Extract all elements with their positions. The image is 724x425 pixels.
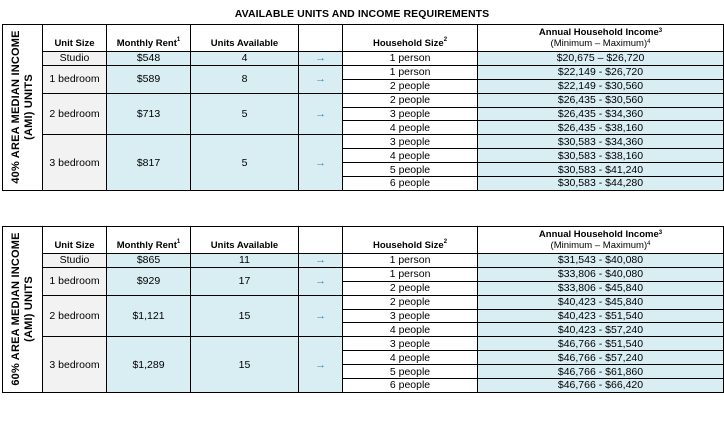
units-available-cell: 5 — [191, 135, 299, 191]
header-units-available: Units Available — [191, 227, 299, 254]
unit-size-cell: 1 bedroom — [43, 65, 107, 93]
household-size-cell: 3 people — [343, 135, 478, 149]
household-size-cell: 2 people — [343, 295, 478, 309]
unit-size-cell: 3 bedroom — [43, 135, 107, 191]
units-available-cell: 15 — [191, 295, 299, 337]
arrow-icon: → — [299, 93, 343, 135]
income-range-cell: $26,435 - $34,360 — [478, 107, 724, 121]
header-arrow-spacer — [299, 227, 343, 254]
income-range-cell: $33,806 - $40,080 — [478, 267, 724, 281]
table-row — [3, 337, 724, 351]
units-table — [2, 24, 724, 191]
income-title — [478, 27, 723, 38]
ami-label-text — [10, 233, 36, 386]
header-units-available: Units Available — [191, 25, 299, 52]
header-unit-size: Unit Size — [43, 227, 107, 254]
income-range-cell: $26,435 - $38,160 — [478, 121, 724, 135]
income-range-cell: $40,423 - $51,540 — [478, 309, 724, 323]
table-row — [3, 135, 724, 149]
header-text: Annual Household Income — [538, 229, 659, 240]
household-size-cell: 6 people — [343, 177, 478, 191]
header-household-size — [343, 25, 478, 52]
income-title — [478, 229, 723, 240]
monthly-rent-cell: $1,121 — [107, 295, 191, 337]
footnote-marker: 3 — [658, 230, 663, 236]
household-size-cell: 2 people — [343, 93, 478, 107]
table-row — [3, 93, 724, 107]
income-range — [478, 38, 723, 49]
ami-section-label — [3, 25, 43, 191]
footnote-marker: 2 — [443, 239, 448, 245]
footnote-marker: 3 — [658, 28, 663, 34]
income-range-cell: $46,766 - $51,540 — [478, 337, 724, 351]
income-range-cell: $20,675 – $26,720 — [478, 52, 724, 66]
income-range-cell: $33,806 - $45,840 — [478, 281, 724, 295]
footnote-marker: 1 — [176, 37, 181, 43]
units-available-cell: 4 — [191, 52, 299, 66]
income-range-cell: $30,583 - $44,280 — [478, 177, 724, 191]
table-row — [3, 267, 724, 281]
monthly-rent-cell: $817 — [107, 135, 191, 191]
ami-section-40 — [2, 24, 723, 191]
household-size-cell: 4 people — [343, 323, 478, 337]
income-range-cell: $46,766 - $57,240 — [478, 351, 724, 365]
income-range-cell: $22,149 - $26,720 — [478, 65, 724, 79]
household-size-cell: 5 people — [343, 163, 478, 177]
ami-label-line1: 60% AREA MEDIAN INCOME — [9, 232, 22, 387]
arrow-icon: → — [299, 65, 343, 93]
arrow-icon: → — [299, 267, 343, 295]
income-range-cell: $31,543 - $40,080 — [478, 254, 724, 268]
units-available-cell: 8 — [191, 65, 299, 93]
units-table — [2, 226, 724, 393]
income-range-cell: $26,435 - $30,560 — [478, 93, 724, 107]
header-monthly-rent — [107, 227, 191, 254]
arrow-icon: → — [299, 295, 343, 337]
household-size-cell: 3 people — [343, 337, 478, 351]
header-text: (Minimum – Maximum) — [550, 240, 648, 251]
household-size-cell: 3 people — [343, 309, 478, 323]
monthly-rent-cell: $713 — [107, 93, 191, 135]
unit-size-cell: 1 bedroom — [43, 267, 107, 295]
income-range-cell: $46,766 - $61,860 — [478, 365, 724, 379]
ami-label-line1: 40% AREA MEDIAN INCOME — [9, 30, 22, 185]
header-text: Household Size — [372, 38, 444, 49]
monthly-rent-cell: $548 — [107, 52, 191, 66]
table-row — [3, 52, 724, 66]
household-size-cell: 1 person — [343, 267, 478, 281]
footnote-marker: 1 — [176, 239, 181, 245]
units-available-cell: 15 — [191, 337, 299, 393]
unit-size-cell: 3 bedroom — [43, 337, 107, 393]
unit-size-cell: Studio — [43, 254, 107, 268]
income-range-cell: $30,583 - $41,240 — [478, 163, 724, 177]
unit-size-cell: 2 bedroom — [43, 93, 107, 135]
household-size-cell: 1 person — [343, 254, 478, 268]
household-size-cell: 2 people — [343, 281, 478, 295]
income-range — [478, 240, 723, 251]
header-text: Annual Household Income — [538, 27, 659, 38]
units-available-cell: 5 — [191, 93, 299, 135]
household-size-cell: 1 person — [343, 52, 478, 66]
header-text: Monthly Rent — [116, 240, 177, 251]
monthly-rent-cell: $865 — [107, 254, 191, 268]
unit-size-cell: 2 bedroom — [43, 295, 107, 337]
footnote-marker: 4 — [647, 241, 651, 247]
income-range-cell: $30,583 - $38,160 — [478, 149, 724, 163]
household-size-cell: 4 people — [343, 149, 478, 163]
ami-label-line2: (AMI) UNITS — [22, 74, 35, 141]
household-size-cell: 6 people — [343, 379, 478, 393]
header-text: (Minimum – Maximum) — [550, 38, 648, 49]
income-range-cell: $22,149 - $30,560 — [478, 79, 724, 93]
header-text: Household Size — [372, 240, 444, 251]
footnote-marker: 2 — [443, 37, 448, 43]
income-range-cell: $40,423 - $57,240 — [478, 323, 724, 337]
header-household-size — [343, 227, 478, 254]
arrow-icon: → — [299, 337, 343, 393]
income-range-cell: $40,423 - $45,840 — [478, 295, 724, 309]
monthly-rent-cell: $1,289 — [107, 337, 191, 393]
income-range-cell: $46,766 - $66,420 — [478, 379, 724, 393]
arrow-icon: → — [299, 52, 343, 66]
monthly-rent-cell: $589 — [107, 65, 191, 93]
header-text: Monthly Rent — [116, 38, 177, 49]
units-available-cell: 17 — [191, 267, 299, 295]
table-row — [3, 254, 724, 268]
header-income — [478, 25, 724, 52]
header-monthly-rent — [107, 25, 191, 52]
table-header-row — [3, 25, 724, 52]
household-size-cell: 5 people — [343, 365, 478, 379]
header-income — [478, 227, 724, 254]
table-row — [3, 295, 724, 309]
arrow-icon: → — [299, 254, 343, 268]
ami-label-text — [10, 31, 36, 184]
arrow-icon: → — [299, 135, 343, 191]
unit-size-cell: Studio — [43, 52, 107, 66]
household-size-cell: 1 person — [343, 65, 478, 79]
table-row — [3, 65, 724, 79]
ami-label-line2: (AMI) UNITS — [22, 276, 35, 343]
household-size-cell: 3 people — [343, 107, 478, 121]
ami-section-label — [3, 227, 43, 393]
header-arrow-spacer — [299, 25, 343, 52]
page-title: AVAILABLE UNITS AND INCOME REQUIREMENTS — [234, 8, 490, 20]
monthly-rent-cell: $929 — [107, 267, 191, 295]
household-size-cell: 4 people — [343, 351, 478, 365]
header-unit-size: Unit Size — [43, 25, 107, 52]
table-header-row — [3, 227, 724, 254]
ami-section-60 — [2, 226, 723, 393]
footnote-marker: 4 — [647, 39, 651, 45]
units-available-cell: 11 — [191, 254, 299, 268]
income-range-cell: $30,583 - $34,360 — [478, 135, 724, 149]
household-size-cell: 2 people — [343, 79, 478, 93]
household-size-cell: 4 people — [343, 121, 478, 135]
